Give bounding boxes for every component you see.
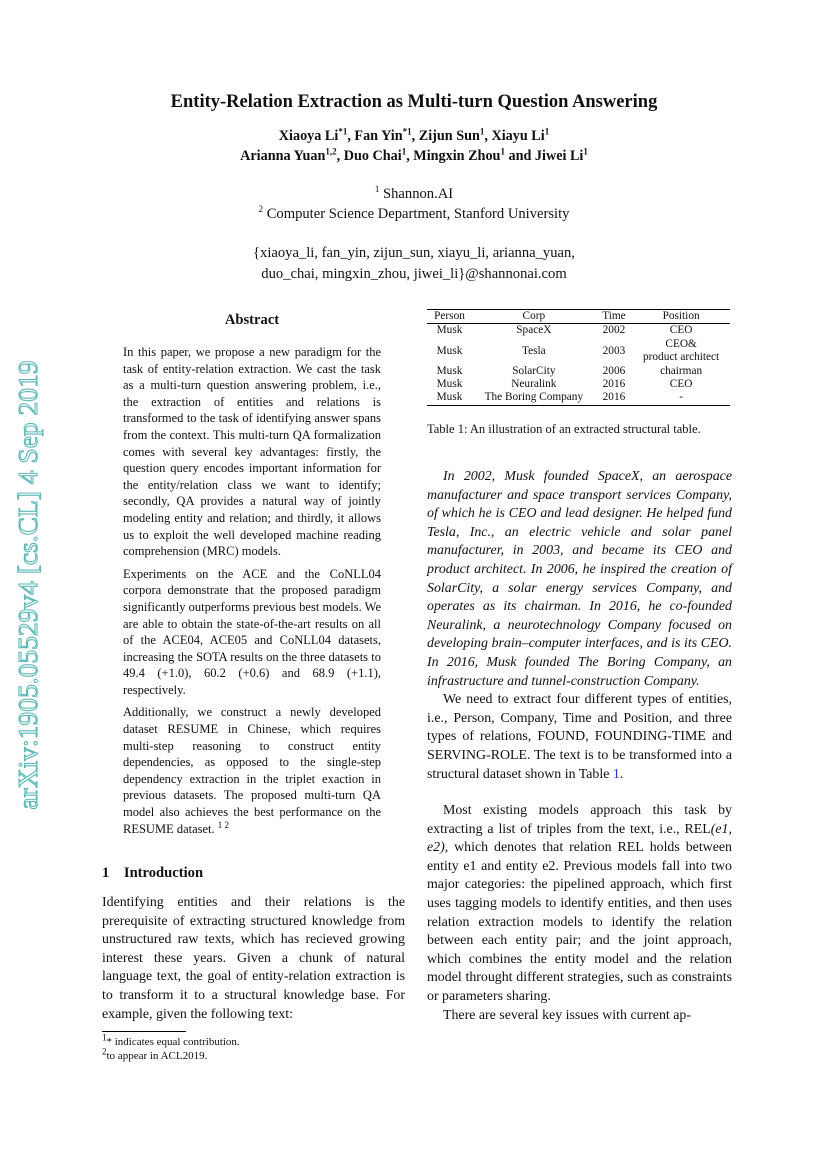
column-header: Corp bbox=[522, 310, 546, 322]
table-cell: 2003 bbox=[602, 344, 626, 357]
author-emails: {xiaoya_li, fan_yin, zijun_sun, xiayu_li, arianna_yuan, duo_chai, mingxin_zhou, jiwei_li}@shannonai.com bbox=[253, 245, 575, 282]
table-cell: Musk bbox=[436, 324, 463, 337]
footnote-2: $^2$to appear in ACL2019. bbox=[102, 1046, 208, 1062]
table-cell: Musk bbox=[436, 378, 463, 391]
table-cell: The Boring Company bbox=[484, 391, 584, 404]
arxiv-stamp bbox=[8, 345, 48, 825]
table-row bbox=[427, 365, 730, 378]
paper-title: Entity-Relation Extraction as Multi-turn Question Answering bbox=[170, 92, 658, 112]
abstract-paragraph: Experiments on the ACE and the CoNLL04 corpora demonstrate that the proposed paradigm significantly outperforms previous best models. We are able to obtain the state-of-the-art results on all of the ACE04, ACE05 and CoNLL04 datasets, increasing the SOTA results on the three datasets to 49.4 (+1.0), 60.2 (+0.6) and 68.9 (+1.1), respectively. bbox=[123, 566, 381, 697]
table-row bbox=[427, 338, 730, 365]
table-cell: 2016 bbox=[602, 391, 626, 404]
right-column bbox=[427, 468, 732, 1025]
table-cell: SolarCity bbox=[512, 364, 556, 377]
abstract-paragraph: Additionally, we construct a newly developed dataset RESUME in Chinese, which requires multi-step reasoning to construct entity dependencies, as opposed to the single-step dependency extraction in the triplet exaction in previous datasets. The proposed multi-turn QA model also achieves the best performance on the RESUME dataset. $^{1 2}$ bbox=[123, 705, 381, 836]
table-cell: CEO bbox=[669, 378, 693, 391]
table-caption: Table 1: An illustration of an extracted structural table. bbox=[427, 422, 701, 436]
column-header: Position bbox=[662, 310, 700, 322]
footnote-1: $^1$* indicates equal contribution. bbox=[102, 1032, 240, 1048]
table-cell: - bbox=[679, 391, 683, 404]
table-cell: 2002 bbox=[602, 324, 626, 337]
authors-line-1: Xiaoya Li$^{*1}$, Fan Yin$^{*1}$, Zijun Sun$^1$, Xiayu Li$^1$ bbox=[278, 126, 550, 144]
table-cell: chairman bbox=[660, 364, 703, 377]
table-reference-link[interactable]: 1 bbox=[612, 766, 620, 782]
table-cell: Musk bbox=[436, 364, 463, 377]
section-heading-introduction: 1 Introduction bbox=[102, 865, 204, 881]
body-paragraph: There are several key issues with current ap- bbox=[443, 1007, 691, 1023]
table-cell: Neuralink bbox=[511, 378, 557, 391]
table-cell: SpaceX bbox=[516, 324, 552, 337]
structural-table bbox=[427, 309, 730, 406]
example-text: In 2002, Musk founded SpaceX, an aerospace manufacturer and space transport services Company, of which he is CEO and lead designer. He helped fund Tesla, Inc., an electric vehicle and solar panel manufacturer, in 2003, and became its CEO and product architect. In 2006, he inspired the creation of SolarCity, a solar energy services Company, and operates as its chairman. In 2016, he co-founded Neuralink, a neurotechnology Company focused on developing brain–computer interfaces, and is its CEO. In 2016, Musk founded The Boring Company, an infrastructure and tunnel-construction Company. bbox=[427, 469, 732, 689]
arxiv-stamp-text: arXiv:1905.05529v4 [cs.CL] 4 Sep 2019 bbox=[12, 360, 43, 810]
table-cell: Musk bbox=[436, 391, 463, 404]
abstract-heading: Abstract bbox=[224, 312, 280, 328]
abstract-paragraph: In this paper, we propose a new paradigm for the task of entity-relation extraction. We cast the task as a multi-turn question answering problem, i.e., the extraction of entities and relations is transformed to the task of identifying answer spans from the context. This multi-turn QA formalization comes with several key advantages: firstly, the question query encodes important information for the entity/relation class we want to identify; secondly, QA provides a natural way of jointly modeling entity and relation; and thirdly, it allows us to exploit the well developed machine reading comprehension (MRC) models. bbox=[123, 345, 381, 559]
body-paragraph: Most existing models approach this task by extracting a list of triples from the text, i.e., REL(e1, e2), which denotes that relation REL holds between entity e1 and entity e2. Previous models fall into two major categories: the pipelined approach, which first uses tagging models to identify entities, and then uses relation extraction models to identify the relation between each entity pair; and the joint approach, which combines the entity model and the relation model throught different strategies, such as constraints or parameters sharing. bbox=[427, 803, 732, 1005]
table-cell: Musk bbox=[436, 344, 463, 357]
table-cell: CEO& product architect bbox=[642, 337, 720, 364]
footnote-rule bbox=[102, 1031, 186, 1032]
table-cell: Tesla bbox=[522, 344, 546, 357]
affiliation-2: $^2$ Computer Science Department, Stanford University bbox=[258, 204, 570, 222]
table-row bbox=[427, 324, 730, 338]
table-row bbox=[427, 378, 730, 391]
body-paragraph: We need to extract four different types of entities, i.e., Person, Company, Time and Position, and three types of relations, FOUND, FOUNDING-TIME and SERVING-ROLE. The text is to be transformed into a structural dataset shown in Table 1. bbox=[427, 692, 732, 782]
authors-line-2: Arianna Yuan$^{1,2}$, Duo Chai$^1$, Mingxin Zhou$^1$ and Jiwei Li$^1$ bbox=[240, 146, 588, 164]
footnote-marks: 1 2 bbox=[217, 819, 230, 830]
affiliation-1: $^1$ Shannon.AI bbox=[374, 184, 454, 202]
table-cell: 2006 bbox=[602, 364, 626, 377]
introduction-paragraph: Identifying entities and their relations is the prerequisite of extracting structured knowledge from unstructured raw texts, which has recieved growing interest these years. Given a chunk of natural language text, the goal of entity-relation extraction is to transform it to a structural knowledge base. For example, given the following text: bbox=[102, 895, 405, 1022]
table-header-row bbox=[427, 310, 730, 324]
column-header: Time bbox=[602, 310, 626, 322]
table-cell: CEO bbox=[669, 324, 693, 337]
table-cell: 2016 bbox=[602, 378, 626, 391]
table-row bbox=[427, 391, 730, 405]
abstract-body bbox=[123, 344, 381, 843]
column-header: Person bbox=[434, 310, 465, 322]
